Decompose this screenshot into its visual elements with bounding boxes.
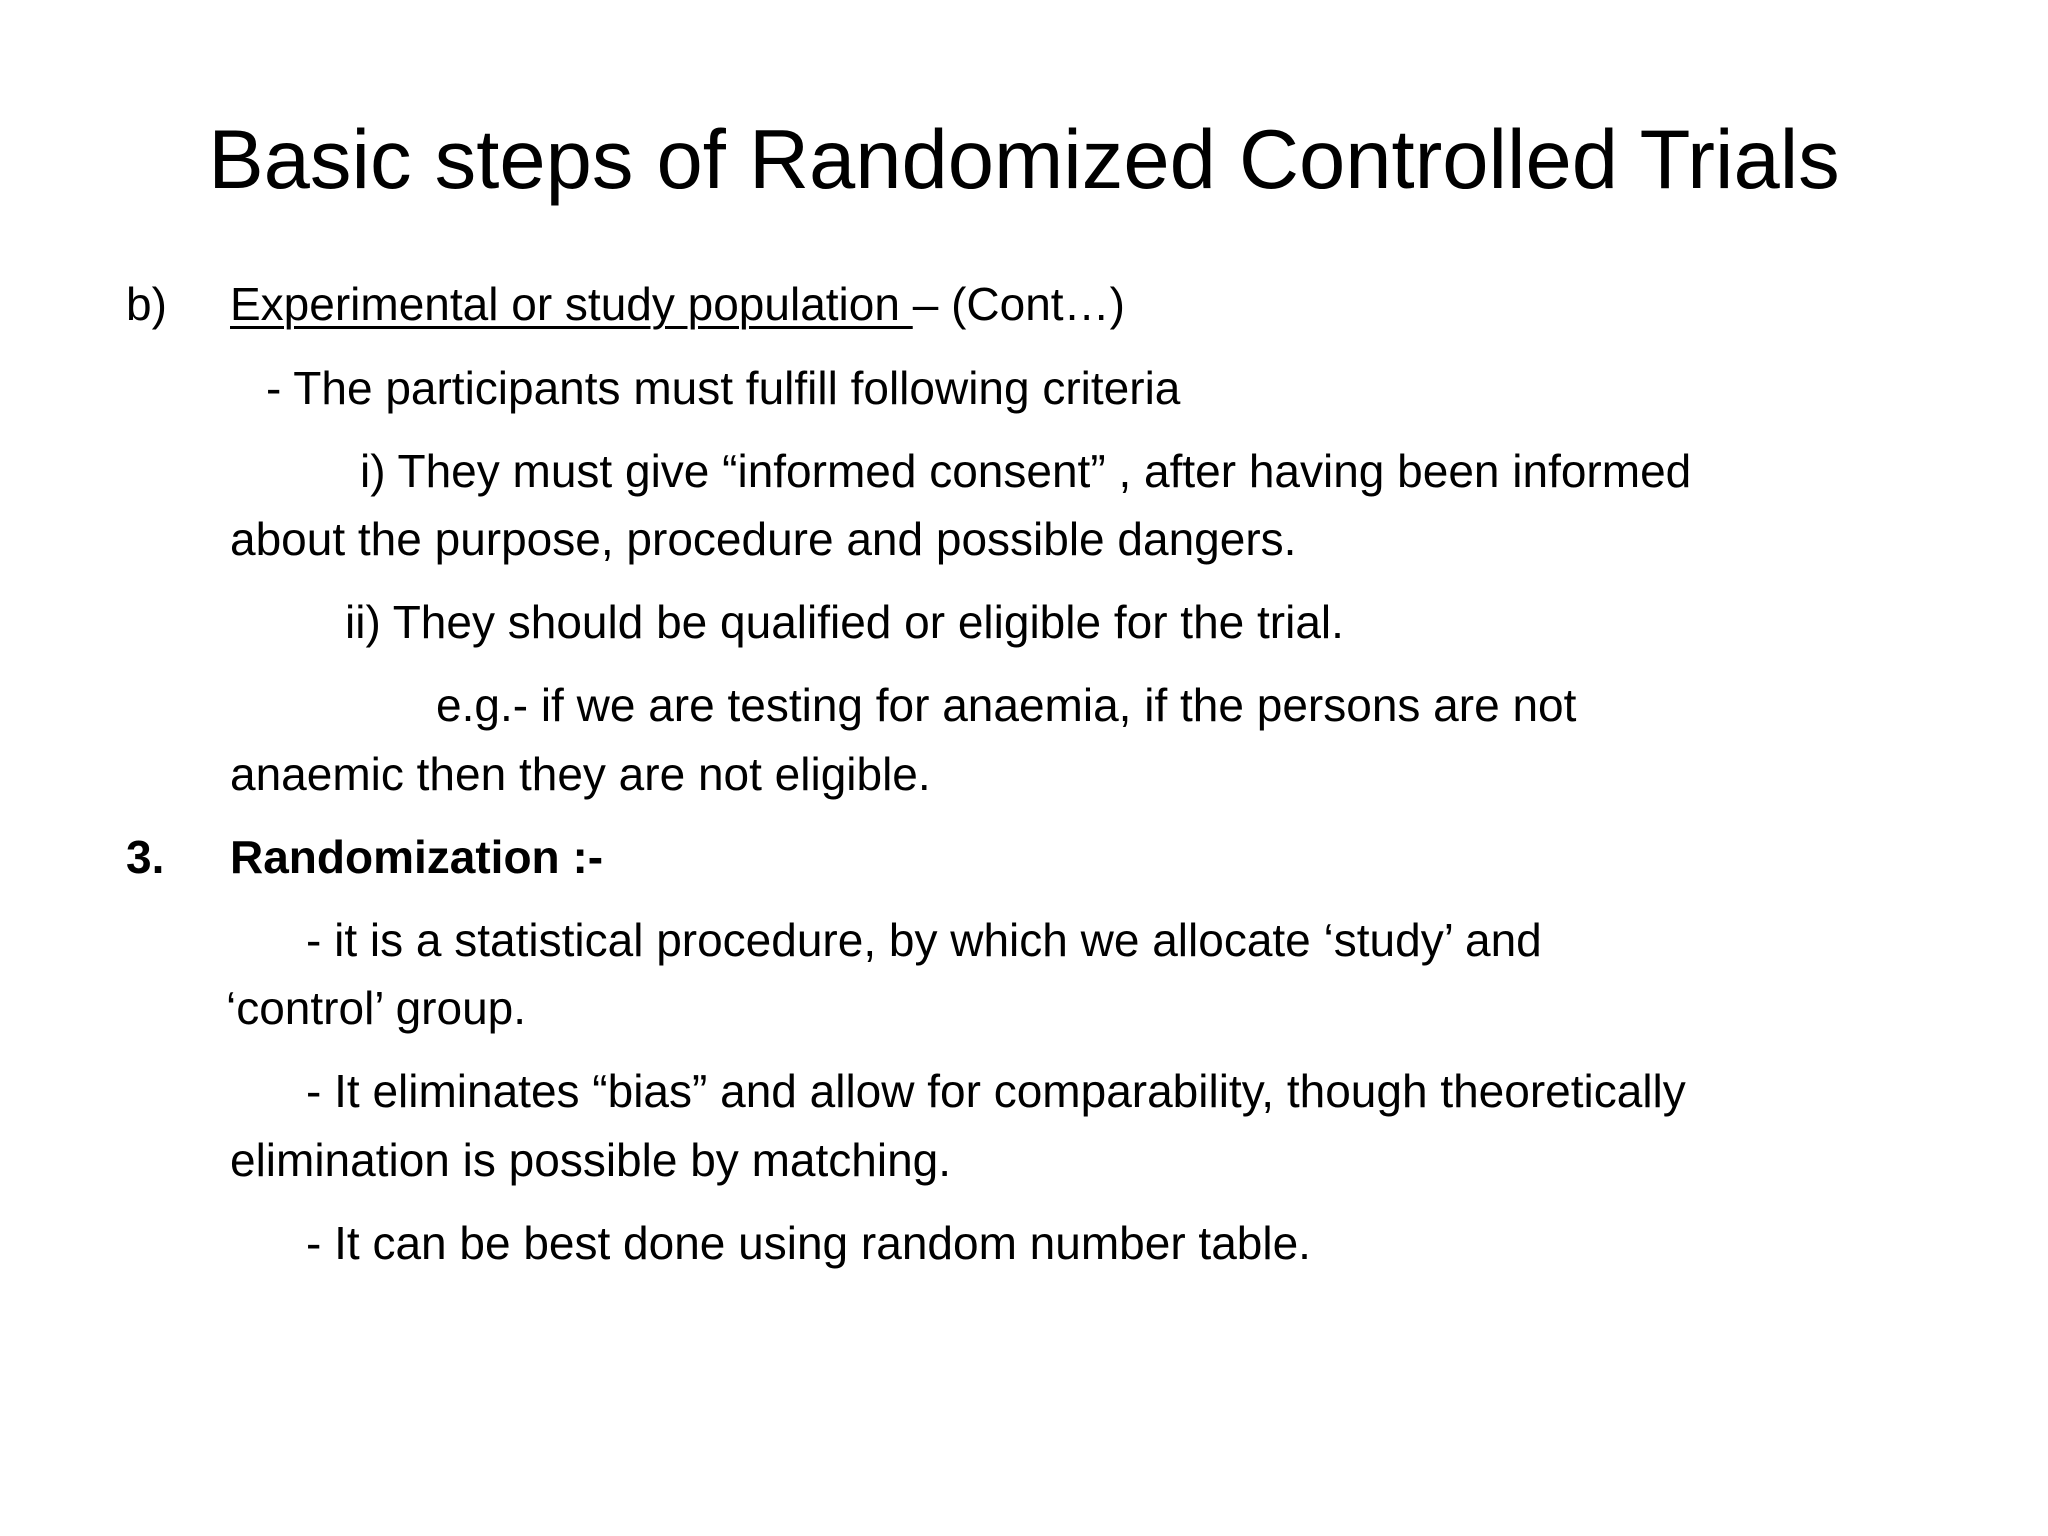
example-line-1: e.g.- if we are testing for anaemia, if the persons are not: [436, 679, 1577, 731]
slide-title: Basic steps of Randomized Controlled Trials: [208, 113, 1840, 206]
section-b-marker: b): [126, 278, 167, 330]
criterion-1-line-1: i) They must give “informed consent” , after having been informed: [360, 445, 1692, 497]
section-3-marker: 3.: [126, 831, 165, 883]
section-b-suffix: – (Cont…): [912, 278, 1125, 330]
section-3-heading: Randomization :-: [230, 831, 604, 883]
point-1-line-2: ‘control’ group.: [226, 982, 527, 1034]
point-2-line-1: - It eliminates “bias” and allow for comparability, though theoretically: [306, 1065, 1686, 1117]
point-1-line-1: - it is a statistical procedure, by which we allocate ‘study’ and: [306, 914, 1542, 966]
point-3: - It can be best done using random number table.: [306, 1217, 1311, 1269]
criteria-intro: - The participants must fulfill following criteria: [266, 362, 1181, 414]
criterion-2: ii) They should be qualified or eligible for the trial.: [345, 596, 1344, 648]
section-b-line: [230, 276, 1125, 332]
point-2-line-2: elimination is possible by matching.: [230, 1134, 952, 1186]
section-b-heading: Experimental or study population: [230, 278, 913, 330]
example-line-2: anaemic then they are not eligible.: [230, 748, 931, 800]
criterion-1-line-2: about the purpose, procedure and possible dangers.: [230, 513, 1297, 565]
